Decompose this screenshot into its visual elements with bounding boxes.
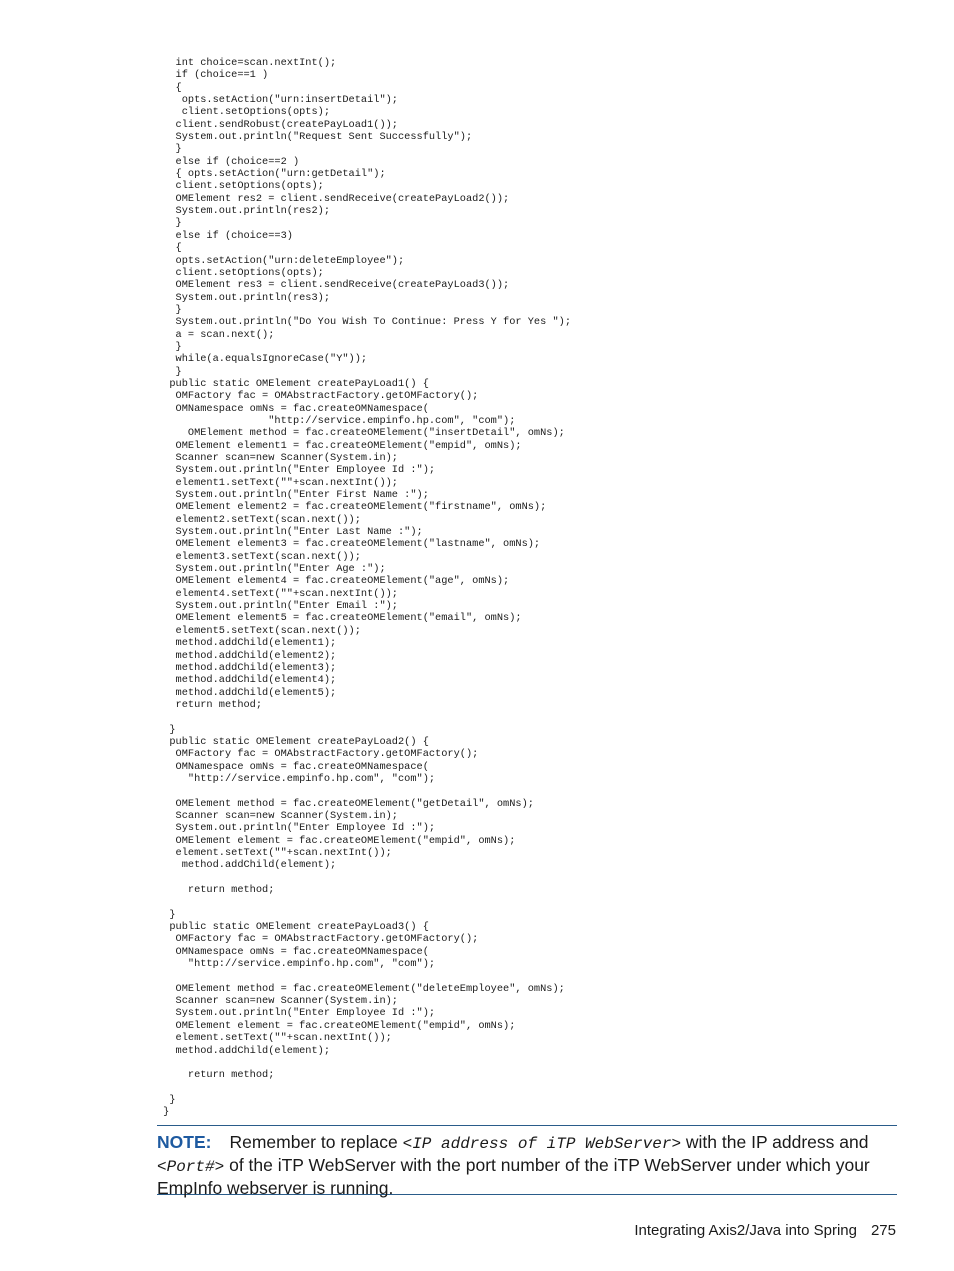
code-line: return method;: [157, 1069, 275, 1082]
code-line: public static OMElement createPayLoad1() {: [157, 377, 429, 390]
note-text-3: of the iTP WebServer with the port number of the iTP WebServer under which your EmpInfo webserver is running.: [157, 1155, 870, 1198]
code-line: Scanner scan=new Scanner(System.in);: [157, 452, 398, 464]
code-line: }: [157, 365, 182, 378]
note-ip-placeholder: <IP address of iTP WebServer>: [402, 1135, 682, 1153]
code-line: element.setText(""+scan.nextInt());: [157, 1032, 392, 1045]
code-line: {: [157, 242, 182, 255]
code-line: "http://service.empinfo.hp.com", "com");: [157, 958, 436, 971]
code-line: if (choice==1 ): [157, 69, 269, 82]
page-number: 275: [870, 1222, 896, 1239]
code-line: method.addChild(element5);: [157, 686, 337, 699]
code-line: System.out.println(res3);: [157, 291, 331, 304]
code-line: client.setOptions(opts);: [157, 106, 331, 119]
code-line: [157, 970, 897, 982]
code-line: OMNamespace omNs = fac.createOMNamespace(: [157, 945, 429, 958]
code-line: OMElement element = fac.createOMElement("empid", omNs);: [157, 834, 516, 847]
code-line: OMElement element3 = fac.createOMElement("lastname", omNs);: [157, 538, 541, 551]
code-listing: [157, 57, 897, 1119]
code-line: OMElement method = fac.createOMElement("deleteEmployee", omNs);: [157, 982, 565, 995]
code-line: int choice=scan.nextInt();: [157, 57, 337, 69]
code-line: OMElement element1 = fac.createOMElement("empid", omNs);: [157, 439, 522, 452]
code-line: System.out.println("Enter Age :");: [157, 563, 386, 576]
code-line: OMNamespace omNs = fac.createOMNamespace(: [157, 402, 429, 415]
code-line: Scanner scan=new Scanner(System.in);: [157, 809, 398, 822]
code-line: OMElement element2 = fac.createOMElement("firstname", omNs);: [157, 501, 547, 514]
code-line: OMElement res2 = client.sendReceive(createPayLoad2());: [157, 192, 510, 205]
code-line: method.addChild(element);: [157, 1044, 331, 1057]
page-footer: [634, 1222, 896, 1239]
code-line: client.setOptions(opts);: [157, 266, 324, 279]
code-line: [157, 1082, 897, 1094]
code-line: element5.setText(scan.next());: [157, 624, 361, 637]
code-line: System.out.println("Enter Last Name :");: [157, 526, 423, 539]
code-line: OMFactory fac = OMAbstractFactory.getOMFactory();: [157, 933, 479, 946]
note-box: [157, 1125, 897, 1198]
note-port-placeholder: <Port#>: [157, 1158, 225, 1176]
code-line: System.out.println("Enter Email :");: [157, 600, 398, 613]
code-line: OMElement element5 = fac.createOMElement("email", omNs);: [157, 612, 522, 625]
code-line: opts.setAction("urn:insertDetail");: [157, 94, 398, 107]
code-line: }: [157, 723, 176, 736]
code-line: OMElement res3 = client.sendReceive(createPayLoad3());: [157, 279, 510, 292]
note-text-2: with the IP address and: [681, 1132, 869, 1152]
code-line: }: [157, 908, 176, 921]
code-line: System.out.println("Request Sent Successfully");: [157, 131, 473, 144]
code-line: [157, 785, 897, 797]
code-line: else if (choice==3): [157, 229, 293, 242]
code-line: return method;: [157, 884, 275, 897]
note-label: NOTE:: [157, 1132, 212, 1152]
code-line: method.addChild(element4);: [157, 674, 337, 687]
code-line: method.addChild(element2);: [157, 649, 337, 662]
code-line: System.out.println("Enter Employee Id :");: [157, 822, 436, 835]
code-line: [157, 872, 897, 884]
code-line: OMElement element = fac.createOMElement("empid", omNs);: [157, 1019, 516, 1032]
code-line: "http://service.empinfo.hp.com", "com");: [157, 772, 436, 785]
code-line: client.sendRobust(createPayLoad1());: [157, 118, 398, 131]
code-line: [157, 1057, 897, 1069]
code-line: method.addChild(element1);: [157, 637, 337, 650]
code-line: element3.setText(scan.next());: [157, 550, 361, 563]
code-line: method.addChild(element);: [157, 859, 337, 872]
code-line: System.out.println("Enter First Name :");: [157, 489, 429, 502]
code-line: }: [157, 143, 182, 156]
code-line: public static OMElement createPayLoad3() {: [157, 921, 429, 934]
code-line: element.setText(""+scan.nextInt());: [157, 847, 392, 859]
code-line: element2.setText(scan.next());: [157, 513, 361, 526]
code-line: }: [157, 303, 182, 316]
code-line: "http://service.empinfo.hp.com", "com");: [157, 414, 516, 427]
code-line: OMFactory fac = OMAbstractFactory.getOMFactory();: [157, 748, 479, 761]
note-text-1: Remember to replace: [229, 1132, 403, 1152]
code-line: OMElement method = fac.createOMElement("getDetail", omNs);: [157, 797, 534, 810]
code-line: }: [157, 1093, 176, 1106]
code-line: }: [157, 1106, 170, 1119]
code-line: Scanner scan=new Scanner(System.in);: [157, 995, 398, 1008]
footer-section-title: Integrating Axis2/Java into Spring: [634, 1222, 857, 1239]
code-line: client.setOptions(opts);: [157, 180, 324, 193]
code-line: return method;: [157, 698, 263, 711]
code-line: OMNamespace omNs = fac.createOMNamespace(: [157, 760, 429, 773]
code-line: a = scan.next();: [157, 328, 275, 341]
code-line: opts.setAction("urn:deleteEmployee");: [157, 254, 405, 267]
code-line: OMFactory fac = OMAbstractFactory.getOMFactory();: [157, 390, 479, 403]
code-line: [157, 896, 897, 908]
code-line: while(a.equalsIgnoreCase("Y"));: [157, 353, 368, 366]
code-line: OMElement element4 = fac.createOMElement("age", omNs);: [157, 575, 510, 588]
code-line: System.out.println(res2);: [157, 205, 331, 218]
code-line: System.out.println("Enter Employee Id :");: [157, 464, 436, 477]
code-line: method.addChild(element3);: [157, 661, 337, 674]
code-line: else if (choice==2 ): [157, 155, 300, 168]
code-line: }: [157, 340, 182, 353]
code-line: element1.setText(""+scan.nextInt());: [157, 476, 398, 489]
code-line: [157, 711, 897, 723]
code-line: }: [157, 217, 182, 230]
code-line: System.out.println("Do You Wish To Continue: Press Y for Yes ");: [157, 316, 572, 329]
code-line: OMElement method = fac.createOMElement("insertDetail", omNs);: [157, 427, 565, 440]
code-line: public static OMElement createPayLoad2() {: [157, 735, 429, 748]
code-line: System.out.println("Enter Employee Id :");: [157, 1007, 436, 1020]
code-line: element4.setText(""+scan.nextInt());: [157, 587, 398, 600]
code-line: { opts.setAction("urn:getDetail");: [157, 168, 386, 181]
code-line: {: [157, 81, 182, 94]
